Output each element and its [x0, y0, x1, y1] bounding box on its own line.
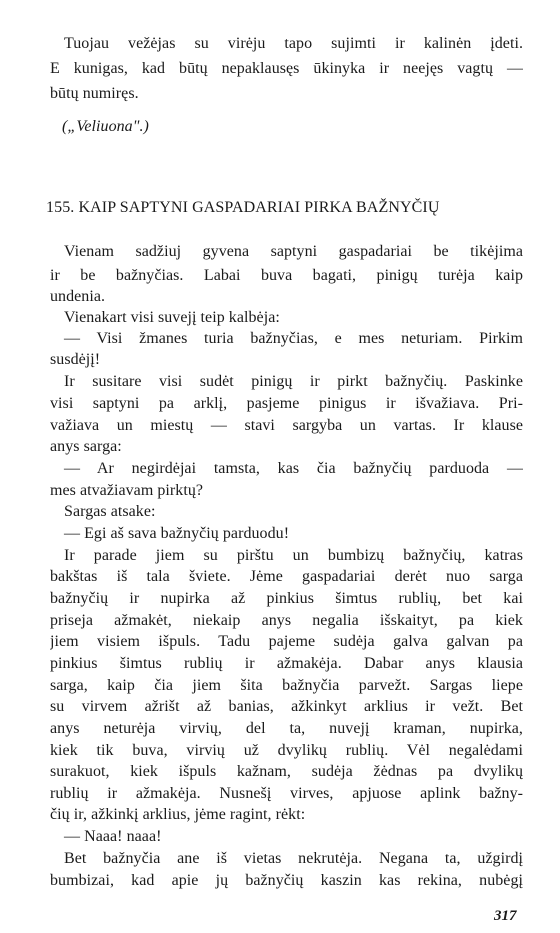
story-line: Ir susitare visi sudėt pinigų ir pirkt bažnyčių. Paskinke	[64, 373, 523, 390]
story-line: surakuot, kiek išpuls kažnam, sudėja žėdnas pa dvylikų	[50, 763, 523, 780]
story-line: rublių ir ažmakėja. Nusnešį virves, apjuose aplink bažny-	[50, 785, 523, 802]
story-line: su virvem ažrišt až banias, ažkinkyt arklius ir vežt. Bet	[50, 698, 523, 715]
story-line: jiem visiem išpuls. Tadu pajeme sudėja galva galvan pa	[50, 633, 523, 650]
page-number: 317	[494, 908, 517, 924]
story-line: Vienam sadžiuj gyvena saptyni gaspadariai be tikėjima	[64, 243, 523, 260]
story-line: Vienakart visi suvejį teip kalbėja:	[64, 309, 280, 326]
story-line: bažnyčių ir nupirka až pinkius šimtus rublių, bet kai	[50, 590, 523, 607]
story-line: — Visi žmanes turia bažnyčias, e mes neturiam. Pirkim	[64, 330, 523, 347]
story-line: — Egi aš sava bažnyčių parduodu!	[64, 525, 290, 542]
story-line: čių ir, ažkinkį arklius, jėme ragint, rėkt:	[50, 806, 306, 823]
intro-line: būtų numiręs.	[50, 85, 139, 102]
story-line: visi saptyni pa arklį, pasjeme pinigus ir išvažiava. Pri-	[50, 395, 523, 412]
story-line: anys sarga:	[50, 438, 122, 455]
story-line: sarga, kaip čia jiem šita bažnyčia parvežt. Sargas liepe	[50, 677, 523, 694]
story-title: 155. KAIP SAPTYNI GASPADARIAI PIRKA BAŽNYČIŲ	[46, 199, 440, 216]
story-line: Sargas atsake:	[64, 503, 156, 520]
story-line: bakštas iš tala šviete. Jėme gaspadariai derėt nuo sarga	[50, 568, 523, 585]
story-line: — Naaa! naaa!	[64, 828, 162, 845]
story-line: važiava un miestų — stavi sargyba un vartas. Ir klause	[50, 417, 523, 434]
intro-line: Tuojau vežėjas su virėju tapo sujimti ir kalinėn įdeti.	[64, 35, 523, 52]
story-line: anys neturėja virvių, del ta, nuvejį kraman, nupirka,	[50, 720, 523, 737]
story-line: bumbizai, kad apie jų bažnyčių kaszin kas rekina, nubėgį	[50, 872, 523, 889]
story-line: kiek tik buva, virvių už dvylikų rublių. Vėl negalėdami	[50, 742, 523, 759]
story-line: priseja ažmakėt, niekaip anys negalia išskaityt, pa kiek	[50, 612, 523, 629]
source-note: („Veliuona".)	[62, 118, 149, 135]
story-line: pinkius šimtus rublių ir ažmakėja. Dabar anys klausia	[50, 655, 523, 672]
story-line: Bet bažnyčia ane iš vietas nekrutėja. Negana ta, užgirdį	[64, 850, 523, 867]
story-line: mes atvažiavam pirktų?	[50, 482, 204, 499]
intro-line: E kunigas, kad būtų nepaklausęs ūkinyka ir neejęs vagtų —	[50, 60, 523, 77]
story-line: susdėjį!	[50, 351, 101, 368]
story-line: undenia.	[50, 288, 106, 305]
story-line: Ir parade jiem su pirštu un bumbizų bažnyčių, katras	[64, 547, 523, 564]
story-line: — Ar negirdėjai tamsta, kas čia bažnyčių parduoda —	[64, 460, 523, 477]
story-line: ir be bažnyčias. Labai buva bagati, pinigų turėja kaip	[50, 267, 523, 284]
